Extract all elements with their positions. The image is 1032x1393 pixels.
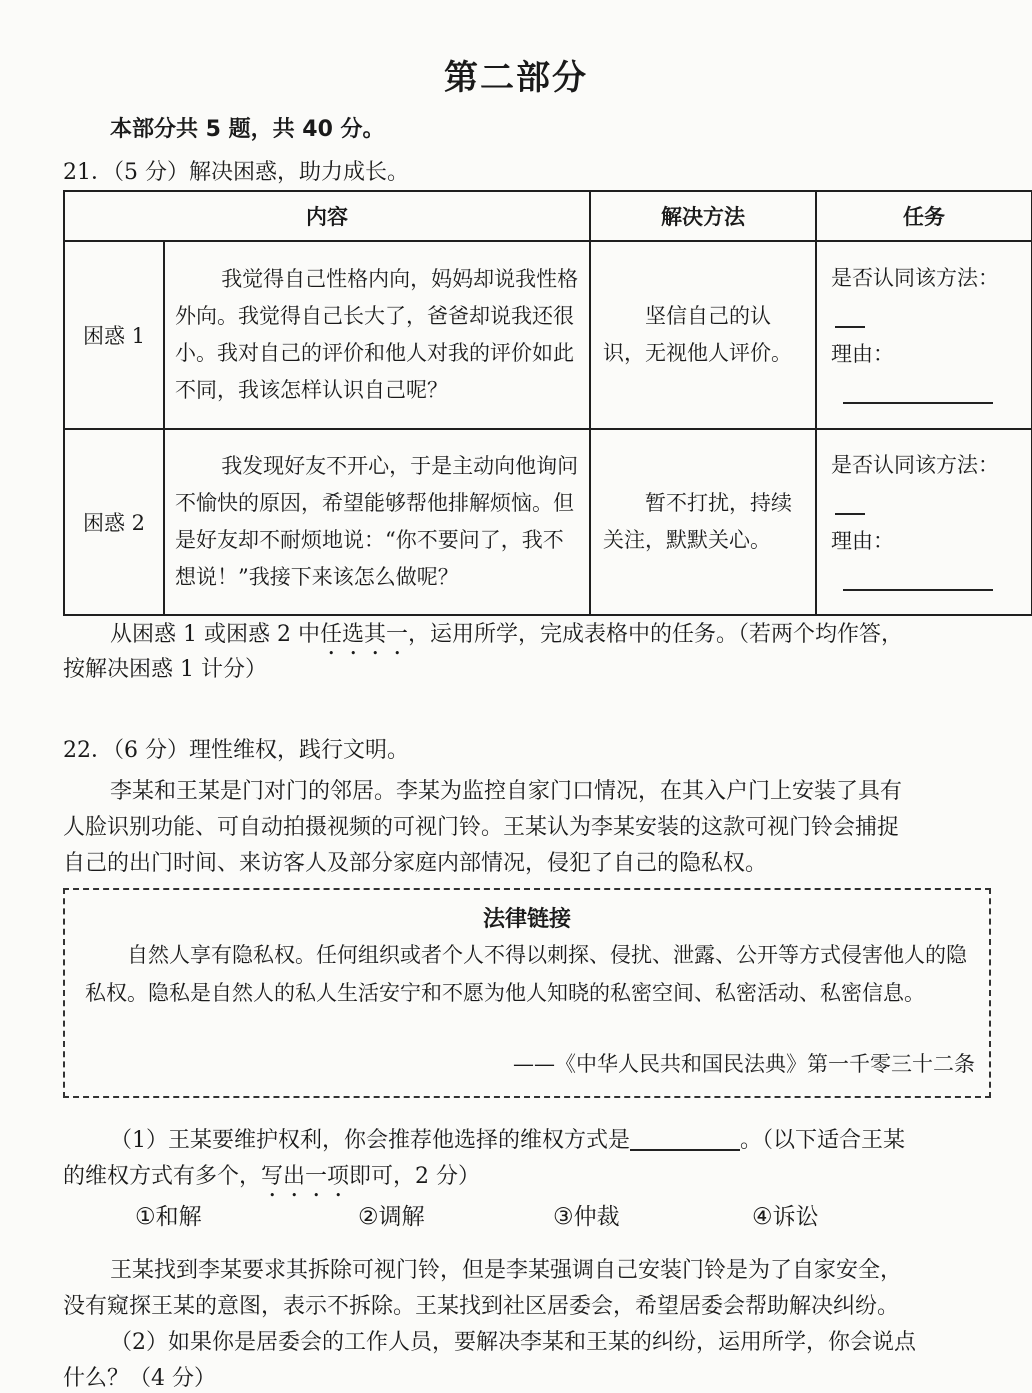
option-item: ③仲裁: [553, 1204, 620, 1230]
option-item: ④诉讼: [752, 1204, 819, 1230]
agree-answer-blank[interactable]: [835, 308, 865, 328]
q22-paragraph-line: 李某和王某是门对门的邻居。李某为监控自家门口情况，在其入户门上安装了具有: [110, 779, 903, 804]
section-intro: 本部分共 5 题，共 40 分。: [110, 117, 385, 142]
task-reason-label: 理由：: [831, 342, 894, 366]
q22-paragraph-line: 王某找到李某要求其拆除可视门铃，但是李某强调自己安装门铃是为了自家安全，: [110, 1258, 903, 1283]
table-row: [64, 241, 1032, 429]
reason-answer-blank[interactable]: [843, 571, 993, 591]
law-link-box: [63, 888, 991, 1098]
row-label: 困惑 2: [64, 429, 164, 615]
option-item: ②调解: [358, 1204, 425, 1230]
sub1-text: （1）王某要维护权利，你会推荐他选择的维权方式是: [110, 1128, 630, 1153]
sub1-text: 。（以下适合王某: [740, 1128, 906, 1153]
row-method: 暂不打扰，持续关注，默默关心。: [590, 429, 816, 615]
q22-header: 22．（6 分）理性维权，践行文明。: [63, 738, 409, 763]
sub1-text: 即可，2 分）: [349, 1164, 481, 1189]
header-content: 内容: [64, 191, 590, 241]
table-row: [64, 429, 1032, 615]
q22-sub2: （2）如果你是居委会的工作人员，要解决李某和王某的纠纷，运用所学，你会说点: [110, 1330, 916, 1355]
q21-table: [63, 190, 1032, 616]
q21-header: 21．（5 分）解决困惑，助力成长。: [63, 160, 409, 185]
task-agree-label: 是否认同该方法：: [831, 453, 999, 477]
instruction-text: 从困惑 1 或困惑 2 中: [110, 622, 320, 647]
option-item: ①和解: [135, 1204, 202, 1230]
row-content: 我觉得自己性格内向，妈妈却说我性格外向。我觉得自己长大了，爸爸却说我还很小。我对自己的评价和他人对我的评价如此不同，我该怎样认识自己呢？: [164, 241, 590, 429]
task-agree-label: 是否认同该方法：: [831, 266, 999, 290]
q21-instruction-line2: 按解决困惑 1 计分）: [63, 657, 267, 682]
sub1-text: 的维权方式有多个，: [63, 1164, 262, 1189]
q22-sub1: [110, 1128, 905, 1154]
sub1-answer-blank[interactable]: [630, 1131, 740, 1151]
instruction-emphasis: 任选其一: [319, 622, 408, 647]
instruction-text: ，运用所学，完成表格中的任务。（若两个均作答，: [407, 622, 903, 647]
q22-paragraph-line: 自己的出门时间、来访客人及部分家庭内部情况，侵犯了自己的隐私权。: [63, 851, 768, 876]
section-title: 第二部分: [444, 58, 588, 98]
row-method: 坚信自己的认识，无视他人评价。: [590, 241, 816, 429]
header-method: 解决方法: [590, 191, 816, 241]
row-task: [816, 241, 1032, 429]
row-content: 我发现好友不开心，于是主动向他询问不愉快的原因，希望能够帮他排解烦恼。但是好友却不耐烦地说：“你不要问了，我不想说！”我接下来该怎么做呢？: [164, 429, 590, 615]
q22-sub1-line2: [63, 1164, 480, 1202]
law-source: ——《中华人民共和国民法典》第一千零三十二条: [513, 1052, 975, 1076]
reason-answer-blank[interactable]: [843, 384, 993, 404]
law-title: 法律链接: [482, 907, 571, 932]
q22-paragraph-line: 没有窥探王某的意图，表示不拆除。王某找到社区居委会，希望居委会帮助解决纠纷。: [63, 1294, 900, 1319]
q22-sub2-line2: 什么？（4 分）: [63, 1366, 216, 1391]
q21-instruction: [110, 622, 903, 660]
row-task: [816, 429, 1032, 615]
law-text: 自然人享有隐私权。任何组织或者个人不得以刺探、侵扰、泄露、公开等方式侵害他人的隐私权。隐私是自然人的私人生活安宁和不愿为他人知晓的私密空间、私密活动、私密信息。: [85, 943, 967, 1005]
row-label: 困惑 1: [64, 241, 164, 429]
table-header-row: [64, 191, 1032, 241]
q22-paragraph-line: 人脸识别功能、可自动拍摄视频的可视门铃。王某认为李某安装的这款可视门铃会捕捉: [63, 815, 900, 840]
agree-answer-blank[interactable]: [835, 495, 865, 515]
task-reason-label: 理由：: [831, 529, 894, 553]
sub1-emphasis: 写出一项: [261, 1164, 350, 1189]
header-task: 任务: [816, 191, 1032, 241]
